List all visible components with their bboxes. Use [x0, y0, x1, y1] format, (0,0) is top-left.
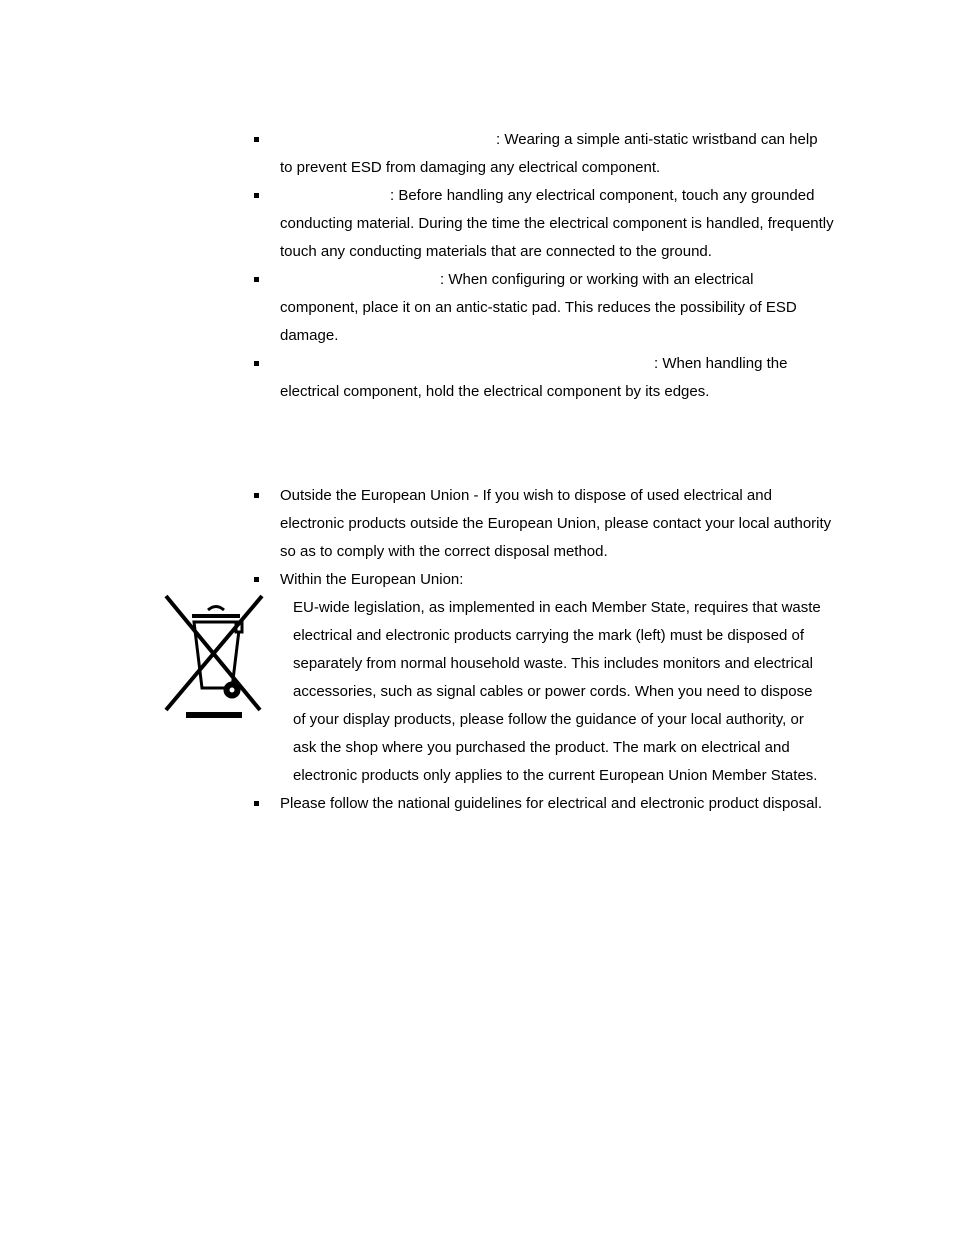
list-item — [254, 482, 834, 566]
esd-self-grounding-text: : Before handling any electrical component, touch any grounded conducting material. During the time the electrical component is handled, frequently touch any conducting materials that are connected to the ground. — [280, 187, 834, 260]
disposal-list — [254, 482, 834, 818]
esd-handle-edges-text: : When handling the electrical component, hold the electrical component by its edges. — [280, 355, 788, 400]
bullet-marker — [254, 482, 259, 510]
esd-precautions-list — [254, 126, 834, 406]
outside-eu-text: Outside the European Union - If you wish to dispose of used electrical and electronic products outside the European Union, please contact your local authority so as to comply with the correct disposal method. — [280, 487, 832, 560]
weee-paragraph — [254, 594, 834, 790]
bullet-marker — [254, 126, 259, 154]
list-item — [254, 266, 834, 350]
crossed-out-wheelie-bin-icon — [164, 594, 264, 720]
within-eu-text: EU-wide legislation, as implemented in each Member State, requires that waste electrical and electronic products carrying the mark (left) must be disposed of separately from normal household waste. This includes monitors and electrical accessories, such as signal cables or power cords. When you need to dispose of your display products, please follow the guidance of your local authority, or ask the shop where you purchased the product. The mark on electrical and electronic products only applies to the current European Union Member States. — [293, 599, 821, 784]
list-item — [254, 350, 834, 406]
list-item — [254, 790, 834, 818]
list-item — [254, 566, 834, 594]
national-guidelines-text: Please follow the national guidelines for electrical and electronic product disposal. — [280, 795, 822, 812]
bullet-marker — [254, 566, 259, 594]
bullet-marker — [254, 350, 259, 378]
esd-wristband-text: : Wearing a simple anti-static wristband can help to prevent ESD from damaging any electrical component. — [280, 131, 818, 176]
bullet-marker — [254, 182, 259, 210]
list-item — [254, 182, 834, 266]
weee-block — [228, 594, 829, 790]
bullet-marker — [254, 790, 259, 818]
list-item — [254, 126, 834, 182]
bullet-marker — [254, 266, 259, 294]
esd-antistatic-pad-text: : When configuring or working with an electrical component, place it on an antic-static pad. This reduces the possibility of ESD damage. — [280, 271, 797, 344]
within-eu-label: Within the European Union: — [280, 571, 464, 588]
